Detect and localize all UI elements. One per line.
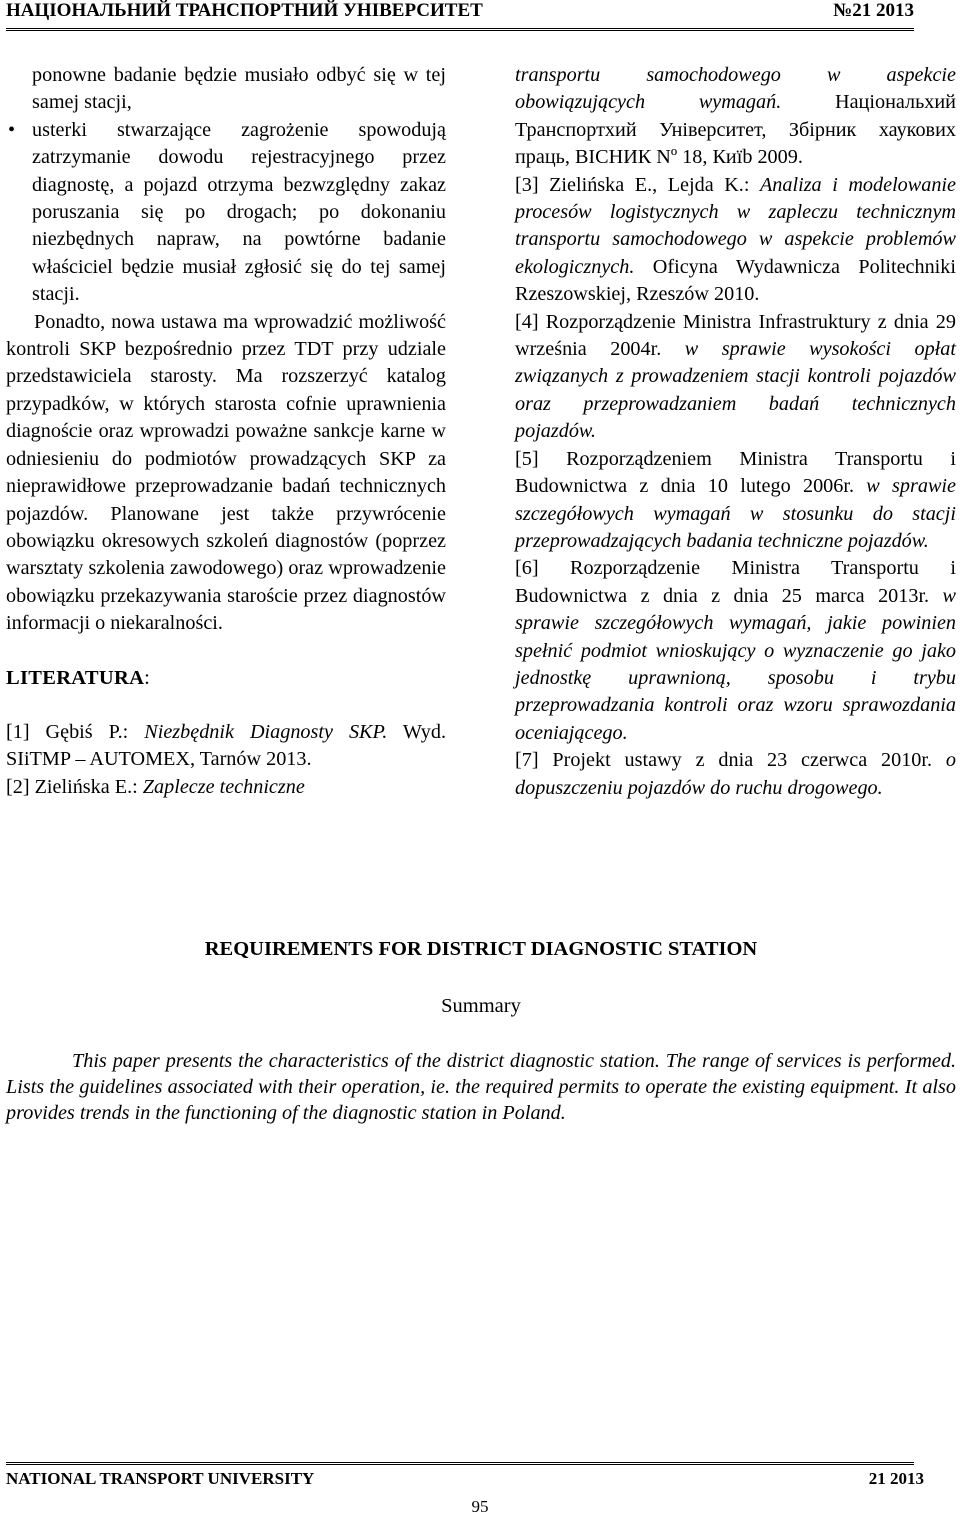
literature-heading-colon: :	[144, 666, 151, 689]
ref-title: o dopuszczeniu pojazdów do ruchu drogowego.	[515, 749, 956, 799]
ref-author: [4] Rozporządzenie Ministra Infrastruktury z dnia 29 września 2004r.	[515, 310, 956, 361]
page-header	[6, 0, 914, 24]
summary-subtitle: Summary	[441, 995, 521, 1017]
ref-title: Niezbędnik Diagnosty SKP.	[144, 720, 388, 743]
issue-number: №21 2013	[833, 0, 914, 21]
summary-text: This paper presents the characteristics of the district diagnostic station. The range of services is performed. Lists the guidelines associated with their operation, ie. the required permits to operate the existing equipment. It also provides trends in the functioning of the diagnostic station in Poland.	[6, 1050, 956, 1124]
bullet-icon: •	[8, 118, 16, 141]
body-paragraph: Ponadto, nowa ustawa ma wprowadzić możliwość kontroli SKP bezpośrednio przez TDT przy udziale przedstawiciela starosty. Ma rozszerzyć katalog przypadków, w których starosta cofnie uprawnienia diagnoście oraz wprowadzi poważne sankcje karne w odniesieniu do podmiotów prowadzących SKP za nieprawidłowe przeprowadzanie badań technicznych pojazdów. Planowane jest także przywrócenie obowiązku okresowych szkoleń diagnostów (poprzez warsztaty szkolenia zawodowego) oraz wprowadzenie obowiązku przekazywania staroście przez diagnostów informacji o niekaralności.	[6, 310, 446, 635]
ref-author: [1] Gębiś P.:	[6, 720, 145, 743]
reference-6	[515, 555, 956, 747]
ref-title: Analiza i modelowanie procesów logistycznych w zapleczu technicznym transportu samochodowego w aspekcie problemów ekologicznych.	[515, 173, 956, 278]
ref-publisher: Oficyna Wydawnicza Politechniki Rzeszowskiej, Rzeszów 2010.	[515, 255, 956, 306]
literature-heading	[6, 665, 446, 692]
ref-publisher: Національхий Транспортхий Університет, Збірник хаукових праць, ВІСНИК Nº 18, Киïb 2009.	[515, 91, 956, 169]
header-rule	[6, 28, 914, 31]
ref-title: Zaplecze techniczne	[142, 775, 305, 798]
ref-title: w sprawie szczegółowych wymagań, jakie powinien spełnić podmiot wnioskujący o wyznaczenie go jako jednostkę uprawnioną, sposobu i trybu przeprowadzania kontroli oraz wzoru sprawozdania oceniającego.	[515, 584, 956, 744]
ref-title: transportu samochodowego w aspekcie obowiązujących wymagań.	[515, 64, 956, 114]
ref-author: [6] Rozporządzenie Ministra Transportu i Budownictwa z dnia z dnia 25 marca 2013r.	[515, 557, 956, 607]
summary-section	[6, 938, 956, 1126]
ref-author: [3] Zielińska E., Lejda K.:	[515, 173, 760, 196]
footer-issue: 21 2013	[868, 1469, 924, 1488]
literature-heading-text: LITERATURA	[6, 666, 145, 689]
ref-author: [5] Rozporządzeniem Ministra Transportu i Budownictwa z dnia 10 lutego 2006r.	[515, 447, 956, 498]
left-column	[6, 62, 446, 801]
ref-author: [7] Projekt ustawy z dnia 23 czerwca 2010r.	[515, 749, 946, 772]
ref-title: w sprawie szczegółowych wymagań w stosunku do stacji przeprowadzających badania techniczne pojazdów.	[515, 475, 956, 552]
journal-title: НАЦІОНАЛЬНИЙ ТРАНСПОРТНИЙ УНІВЕРСИТЕТ	[6, 0, 483, 21]
reference-2-continued	[515, 62, 956, 172]
summary-title: REQUIREMENTS FOR DISTRICT DIAGNOSTIC STATION	[204, 938, 758, 960]
reference-2	[6, 774, 446, 801]
footer-university: NATIONAL TRANSPORT UNIVERSITY	[6, 1469, 315, 1488]
page-number: 95	[471, 1497, 489, 1516]
ref-title: w sprawie wysokości opłat związanych z prowadzeniem stacji kontroli pojazdów oraz przeprowadzaniem badań technicznych pojazdów.	[515, 338, 956, 443]
reference-7	[515, 747, 956, 802]
reference-3	[515, 172, 956, 309]
bullet-text: usterki stwarzające zagrożenie spowodują zatrzymanie dowodu rejestracyjnego przez diagnostę, a pojazd otrzyma bezwzględny zakaz poruszania się po drogach; po dokonaniu niezbędnych napraw, na powtórne badanie właściciel będzie musiał zgłosić się do tej samej stacji.	[32, 118, 446, 306]
footer-rule	[6, 1462, 914, 1465]
page-footer	[6, 1469, 924, 1489]
reference-5	[515, 446, 956, 556]
bullet-continuation: ponowne badanie będzie musiało odbyć się w tej samej stacji,	[32, 64, 446, 114]
reference-4	[515, 309, 956, 446]
ref-author: [2] Zielińska E.:	[6, 775, 143, 798]
reference-1	[6, 719, 446, 774]
ref-publisher: Wyd. SIiTMP – AUTOMEX, Tarnów 2013.	[6, 720, 446, 771]
bullet-item	[6, 117, 446, 309]
right-column	[515, 62, 956, 802]
